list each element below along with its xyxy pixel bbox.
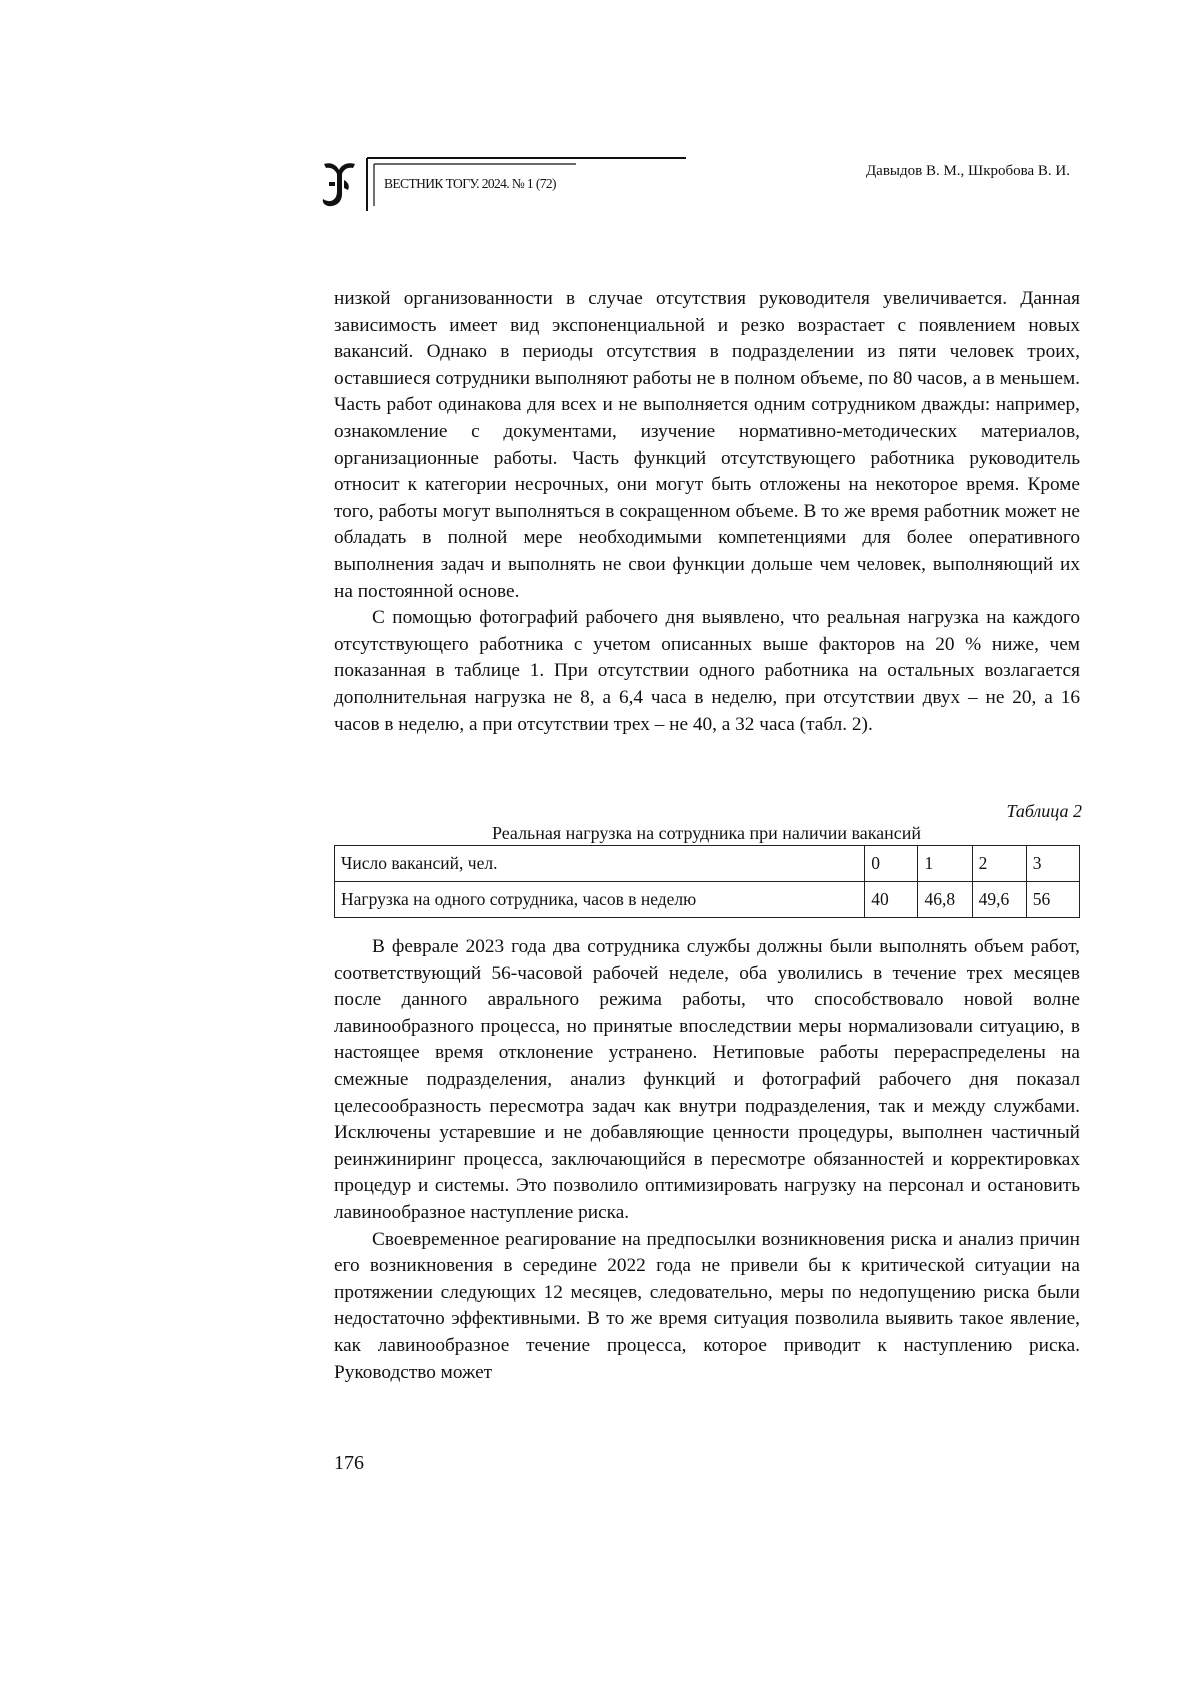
table-cell: 2 [972,846,1026,882]
table-cell: 40 [865,882,918,918]
journal-title: ВЕСТНИК ТОГУ. 2024. № 1 (72) [384,176,556,191]
paragraph: В феврале 2023 года два сотрудника службы должны были выполнять объем работ, соответствующий 56-часовой рабочей неделе, оба уволились в течение трех месяцев после данного аврального режима работы, что способствовало новой волне лавинообразного процесса, но принятые впоследствии меры нормализовали ситуацию, в настоящее время отклонение устранено. Нетиповые работы перераспределены на смежные подразделения, анализ функций и фотографий рабочего дня показал целесообразность пересмотра задач как внутри подразделения, так и между службами. Исключены устаревшие и не добавляющие ценности процедуры, выполнен частичный реинжиниринг процесса, заключающийся в пересмотре обязанностей и корректировках процедур и системы. Это позволило оптимизировать нагрузку на персонал и остановить лавинообразное наступление риска. [334,936,1080,1223]
table-cell: 46,8 [918,882,972,918]
journal-logo-icon [320,160,358,210]
table-cell: 3 [1026,846,1079,882]
paragraph: С помощью фотографий рабочего дня выявлено, что реальная нагрузка на каждого отсутствующего работника с учетом описанных выше факторов на 20 % ниже, чем показанная в таблице 1. При отсутствии одного работника на остальных возлагается дополнительная нагрузка не 8, а 6,4 часа в неделю, при отсутствии двух – не 20, а 16 часов в неделю, а при отсутствии трех – не 40, а 32 часа (табл. 2). [334,607,1080,735]
page-number: 176 [334,1452,364,1474]
text-block-2 [334,934,1080,1386]
table-row [335,882,1080,918]
row-label: Нагрузка на одного сотрудника, часов в неделю [335,882,865,918]
table-cell: 1 [918,846,972,882]
table-cell: 0 [865,846,918,882]
row-label: Число вакансий, чел. [335,846,865,882]
paragraph: Своевременное реагирование на предпосылки возникновения риска и анализ причин его возникновения в середине 2022 года не привели бы к критической ситуации на протяжении следующих 12 месяцев, следовательно, меры по недопущению риска были недостаточно эффективными. В то же время ситуация позволила выявить такое явление, как лавинообразное течение процесса, которое приводит к наступлению риска. Руководство может [334,1228,1080,1383]
table-row [335,846,1080,882]
data-table [334,845,1080,918]
table-caption: Таблица 2 [1006,801,1082,821]
table-title: Реальная нагрузка на сотрудника при наличии вакансий [491,823,922,843]
table-cell: 56 [1026,882,1079,918]
authors: Давыдов В. М., Шкробова В. И. [865,163,1070,179]
text-block-1 [334,286,1080,738]
paragraph: низкой организованности в случае отсутствия руководителя увеличивается. Данная зависимость имеет вид экспоненциальной и резко возрастает с появлением новых вакансий. Однако в периоды отсутствия в подразделении из пяти человек троих, оставшиеся сотрудники выполняют работы не в полном объеме, по 80 часов, а в меньшем. Часть работ одинакова для всех и не выполняется одним сотрудником дважды: например, ознакомление с документами, изучение нормативно-методических материалов, организационные работы. Часть функций отсутствующего работника руководитель относит к категории несрочных, они могут быть отложены на некоторое время. Кроме того, работы могут выполняться в сокращенном объеме. В то же время работник может не обладать в полной мере необходимыми компетенциями для более оперативного выполнения задач и выполнять не свои функции дольше чем человек, выполняющий их на постоянной основе. [334,288,1080,602]
table-cell: 49,6 [972,882,1026,918]
